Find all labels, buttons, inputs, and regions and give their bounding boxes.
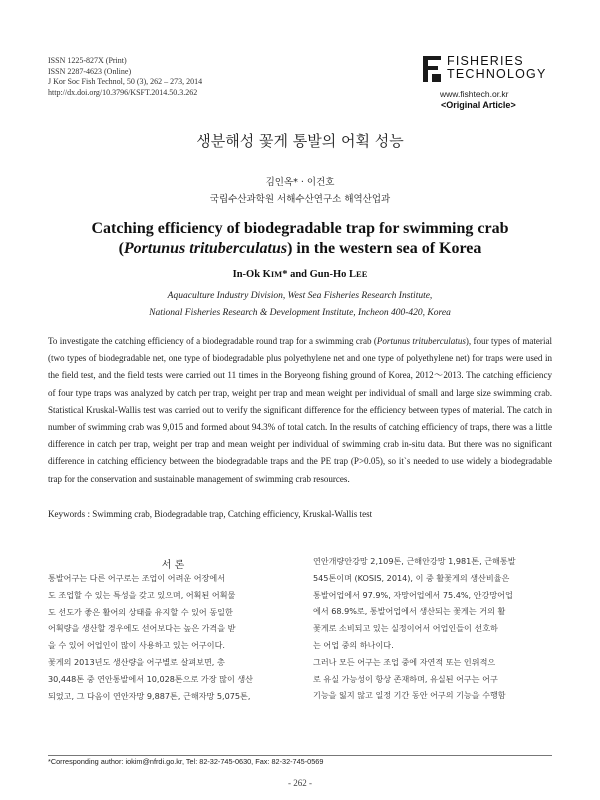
- keywords: Keywords : Swimming crab, Biodegradable trap, Catching efficiency, Kruskal-Wallis test: [48, 509, 373, 519]
- author-2-last-initial: L: [349, 269, 357, 280]
- section-title-introduction: 서 론: [161, 560, 185, 571]
- english-title: [60, 219, 540, 259]
- body-line: 그러나 모든 어구는 조업 중에 자연적 또는 인위적으: [313, 656, 496, 667]
- abstract-text-2: ), four types of material (two types of biodegradable net, one type of biodegradable plus polyethylene net and one type of polyethylene net) for traps were used in the field test, and the field tests were carried out 11 times in the Boryeong fishing ground of Korea, 2012～2013. The catching efficiency of four type traps was analyzed by catch per trap, weight per trap and mean weight per individual of small and large size swimming crab. Statistical Kruskal-Wallis test was carried out to verify the significant difference for the efficiency between types of material. The catch in number of swimming crab was 9,015 and formed about 94.3% of total catch. In the results of catching efficiency of traps, there was a little difference in catch per trap, weight per trap and mean weight per individual of swimming crab in-situ data. But there was no significant difference in catching efficiency between the biodegradable traps and the PE trap (P>0.05), so it`s needed to use widely a biodegradable trap for the conservation and sustainable management of swimming crab resources.: [48, 336, 552, 484]
- body-line: 로 유실 가능성이 항상 존재하며, 유실된 어구는 어구: [313, 673, 498, 684]
- body-line: 에서 68.9%로, 통발어업에서 생산되는 꽃게는 거의 활: [313, 606, 506, 617]
- body-column-right: [313, 553, 565, 704]
- issn-print: ISSN 1225-827X (Print): [48, 56, 127, 65]
- abstract-species-name: Portunus trituberculatus: [376, 336, 466, 346]
- page-number: - 262 -: [288, 778, 312, 788]
- body-line: 어획량을 생산할 경우에도 선어보다는 높은 가격을 받: [48, 623, 236, 634]
- body-line: 되었고, 그 다음이 연안자망 9,887톤, 근해자망 5,075톤,: [48, 690, 251, 701]
- author-1-first-name: In-Ok: [232, 269, 263, 280]
- body-line: 통발어업에서 97.9%, 자망어업에서 75.4%, 안강망어업: [313, 589, 513, 600]
- abstract: [48, 333, 552, 488]
- body-line: 꽃게로 소비되고 있는 실정이어서 어업인들이 선호하: [313, 623, 498, 634]
- article-metadata: [48, 56, 202, 98]
- doi-link[interactable]: http://dx.doi.org/10.3796/KSFT.2014.50.3.262: [48, 87, 198, 97]
- logo-line-1: FISHERIES: [447, 54, 524, 68]
- body-line: 도 조업할 수 있는 특성을 갖고 있으며, 어획된 어획물: [48, 589, 236, 600]
- journal-reference: J Kor Soc Fish Technol, 50 (3), 262 – 273, 2014: [48, 77, 203, 86]
- body-line: 545톤이며 (KOSIS, 2014), 이 중 활꽃게의 생산비율은: [313, 572, 510, 583]
- korean-title: 생분해성 꽃게 통발의 어획 성능: [196, 132, 404, 150]
- title-paren-open: (: [118, 240, 124, 257]
- fisheries-technology-logo-icon: [421, 54, 443, 84]
- body-line: 30,448톤 중 연안통발에서 10,028톤으로 가장 많이 생산: [48, 673, 253, 684]
- body-column-left: [48, 570, 300, 704]
- author-1-last-rest: IM: [270, 269, 283, 279]
- author-2-first-name: Gun-Ho: [309, 269, 350, 280]
- affiliation-line-1: Aquaculture Industry Division, West Sea Fisheries Research Institute,: [167, 291, 433, 301]
- author-2-last-rest: EE: [356, 269, 368, 279]
- body-line: 꽃게의 2013년도 생산량을 어구별로 살펴보면, 총: [48, 656, 225, 667]
- journal-logo: [421, 54, 553, 86]
- body-line: 도 선도가 좋은 활어의 상태를 유지할 수 있어 동일한: [48, 606, 233, 617]
- english-affiliation: [0, 288, 600, 321]
- footnote-divider: [48, 755, 552, 756]
- logo-line-2: TECHNOLOGY: [447, 67, 547, 81]
- body-line: 기능을 잃지 않고 일정 기간 동안 어구의 기능을 수행함: [313, 690, 506, 701]
- abstract-text-1: To investigate the catching efficiency of a biodegradable round trap for a swimming crab (: [48, 336, 377, 346]
- author-separator: and: [287, 269, 310, 280]
- english-title-line-1: Catching efficiency of biodegradable trap for swimming crab: [91, 220, 509, 237]
- korean-affiliation: 국립수산과학원 서해수산연구소 해역산업과: [209, 194, 391, 205]
- english-authors: [0, 269, 600, 280]
- body-line: 을 수 있어 어업인이 많이 사용하고 있는 어구이다.: [48, 640, 225, 651]
- title-species-name: Portunus trituberculatus: [123, 240, 288, 257]
- journal-logo-text: [447, 55, 547, 81]
- journal-website[interactable]: www.fishtech.or.kr: [440, 89, 509, 99]
- affiliation-line-2: National Fisheries Research & Development Institute, Incheon 400-420, Korea: [149, 307, 451, 318]
- title-line-2-rest: ) in the western sea of Korea: [287, 240, 482, 257]
- author-1-last-initial: K: [262, 269, 271, 280]
- corresponding-author-mark: *: [282, 269, 288, 280]
- english-title-line-2: [60, 239, 540, 259]
- body-line: 연안개량안강망 2,109톤, 근해안강망 1,981톤, 근해통발: [313, 556, 516, 566]
- issn-online: ISSN 2287-4623 (Online): [48, 66, 132, 76]
- body-line: 통발어구는 다른 어구로는 조업이 어려운 어장에서: [48, 573, 226, 583]
- article-type: <Original Article>: [441, 100, 516, 110]
- corresponding-author-footnote: *Corresponding author: iokim@nfrdi.go.kr, Tel: 82-32-745-0630, Fax: 82-32-745-0569: [48, 757, 324, 766]
- korean-authors: 김인옥* · 이건호: [265, 177, 335, 188]
- body-line: 는 어업 중의 하나이다.: [313, 639, 394, 650]
